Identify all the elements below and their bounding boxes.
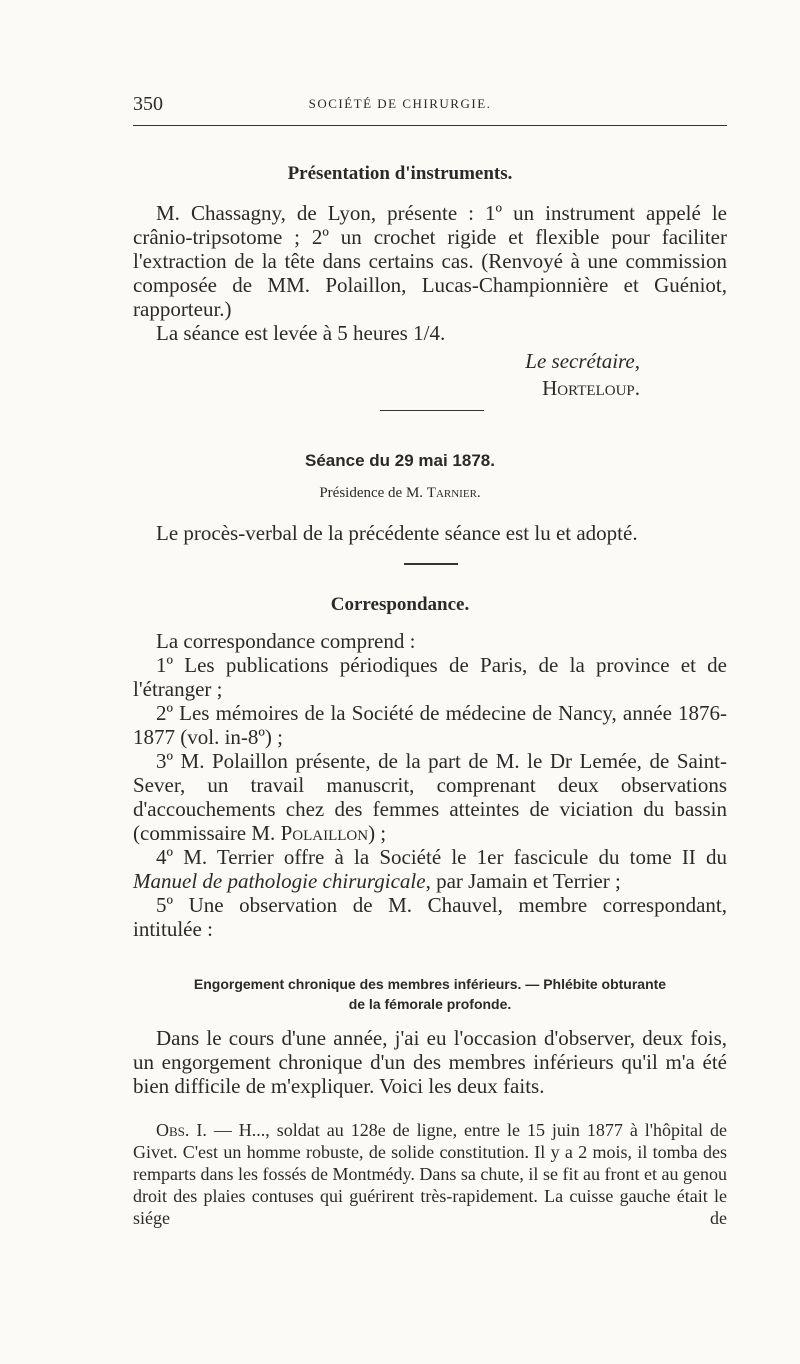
page-number: 350 <box>133 93 163 115</box>
proces-verbal: Le procès-verbal de la précédente séance est lu et adopté. <box>156 521 638 545</box>
article-title: Engorgement chronique des membres inférieurs. — Phlébite obturante de la fémorale profonde. <box>193 976 667 1012</box>
session-title: Séance du 29 mai 1878. <box>305 451 495 470</box>
observation-label: Obs. I. <box>156 1120 207 1140</box>
section-title-instruments: Présentation d'instruments. <box>287 163 513 184</box>
section-divider <box>380 410 484 411</box>
section-title-correspondance: Correspondance. <box>330 594 470 615</box>
header-rule <box>133 125 727 126</box>
correspondance-intro: La correspondance comprend : <box>156 629 416 653</box>
correspondance-item-5: 5º Une observation de M. Chauvel, membre correspondant, intitulée : <box>133 893 727 941</box>
signature-role: Le secrétaire, <box>525 349 640 373</box>
observation-text: — H..., soldat au 128e de ligne, entre le 15 juin 1877 à l'hôpital de Givet. C'est un homme robuste, de solide constitution. Il y a 2 mois, il tomba des remparts dans les fossés de Montmédy. Dans sa chute, il se fit au front et au genou droit des plaies contuses qui guérirent très-rapidement. La cuisse gauche était le siége de <box>133 1120 727 1228</box>
correspondance-item-3: 3º M. Polaillon présente, de la part de M. le Dr Lemée, de Saint-Sever, un travail manuscrit, comprenant deux observations d'accouchements chez des femmes atteintes de viciation du bassin (commissaire M. Polaillon) ; <box>133 749 727 845</box>
short-divider <box>404 563 458 565</box>
running-title: SOCIÉTÉ DE CHIRURGIE. <box>308 96 492 111</box>
correspondance-item-2: 2º Les mémoires de la Société de médecine de Nancy, année 1876-1877 (vol. in-8º) ; <box>133 701 727 749</box>
signature-name: Horteloup. <box>542 376 640 400</box>
correspondance-item-4: 4º M. Terrier offre à la Société le 1er fascicule du tome II du Manuel de pathologie chirurgicale, par Jamain et Terrier ; <box>133 845 727 893</box>
article-intro: Dans le cours d'une année, j'ai eu l'occasion d'observer, deux fois, un engorgement chronique d'un des membres inférieurs qu'il m'a été bien difficile de m'expliquer. Voici les deux faits. <box>133 1026 727 1098</box>
seance-closing: La séance est levée à 5 heures 1/4. <box>156 321 446 345</box>
instruments-text: M. Chassagny, de Lyon, présente : 1º un instrument appelé le crânio-tripsotome ; 2º un crochet rigide et flexible pour faciliter l'extraction de la tête dans certains cas. (Renvoyé à une commission composée de MM. Polaillon, Lucas-Championnière et Guéniot, rapporteur.) <box>133 201 727 321</box>
correspondance-item-1: 1º Les publications périodiques de Paris, de la province et de l'étranger ; <box>133 653 727 701</box>
observation-paragraph <box>133 1119 727 1229</box>
instruments-paragraph <box>133 201 727 345</box>
correspondance-body <box>133 629 727 941</box>
presidence-line: Présidence de M. Tarnier. <box>319 485 481 501</box>
